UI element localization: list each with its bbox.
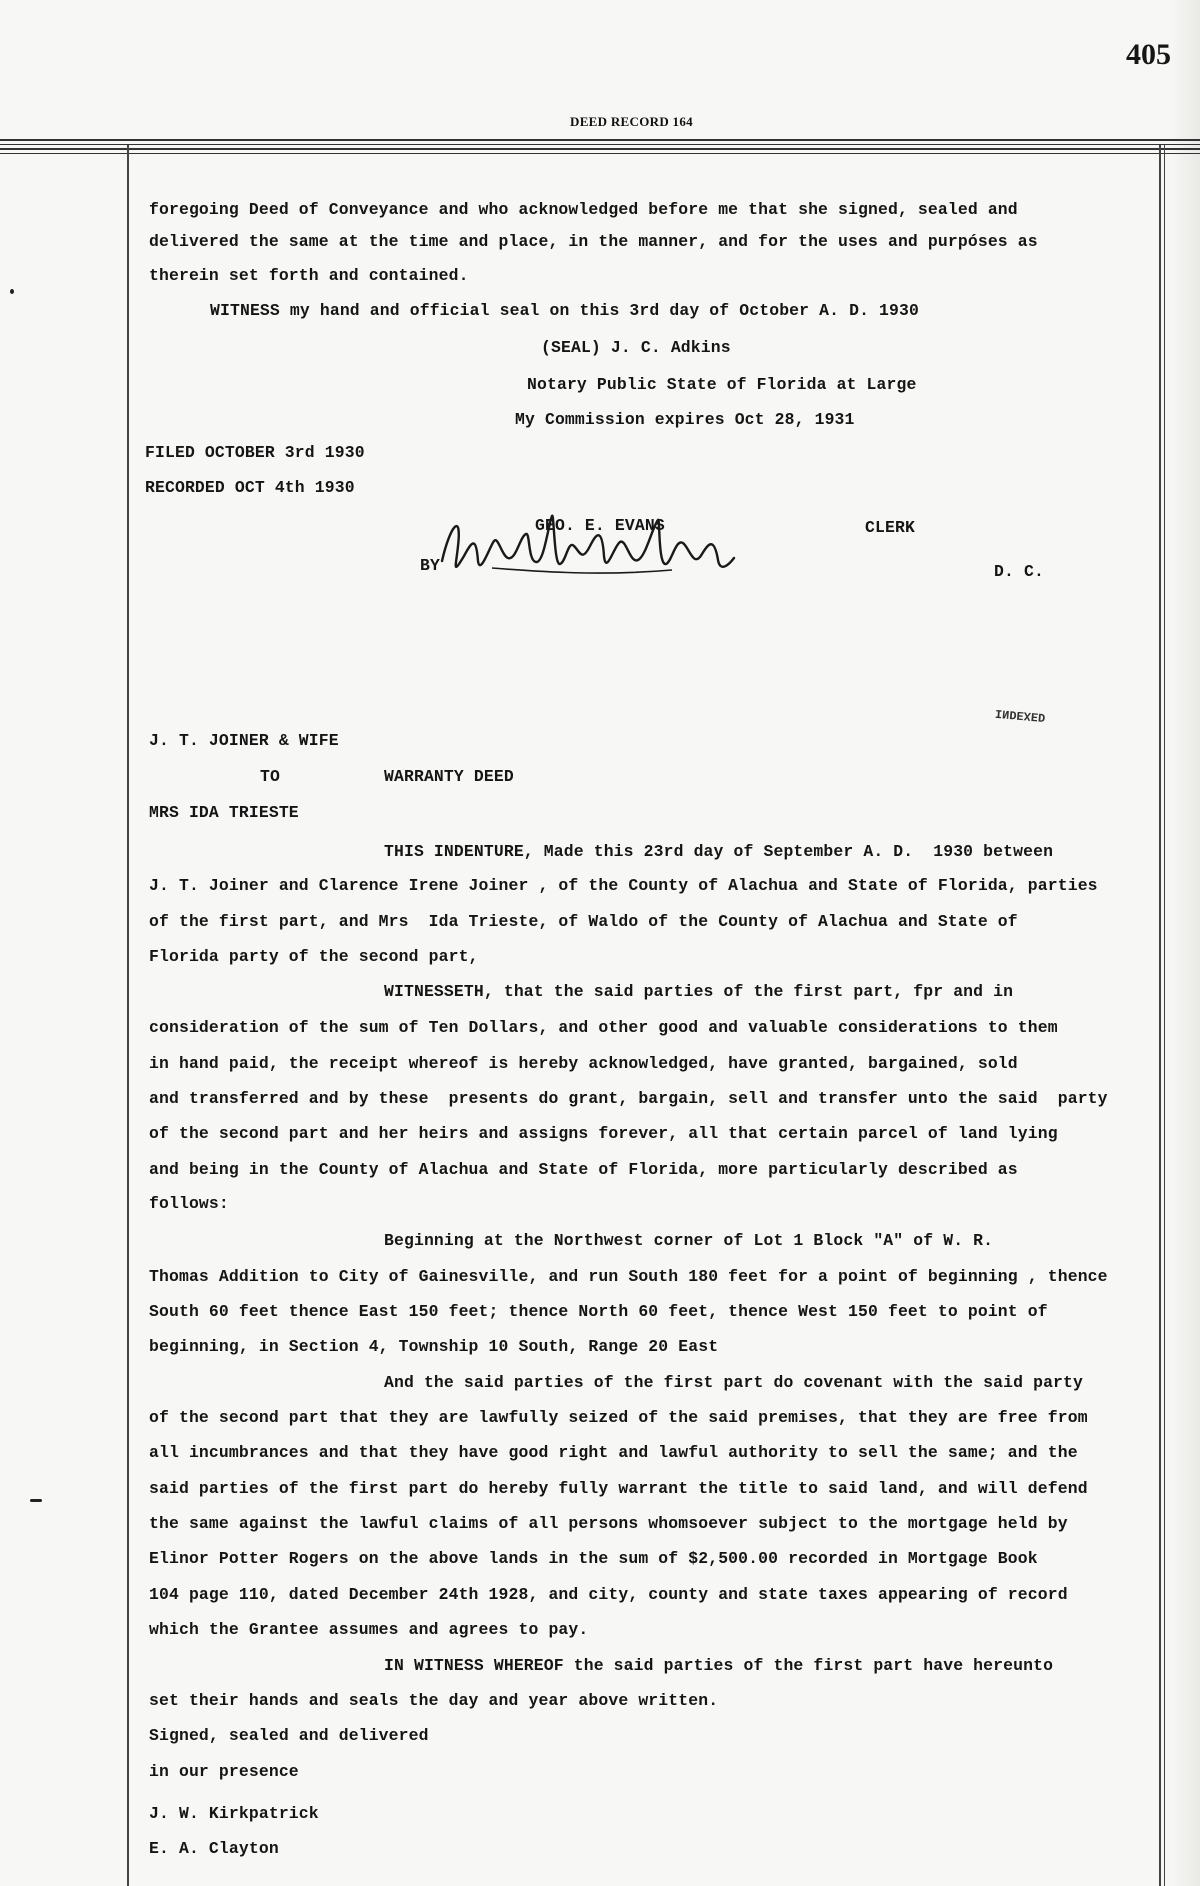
notary-title: Notary Public State of Florida at Large — [527, 375, 917, 394]
deed-grantor: J. T. JOINER & WIFE — [149, 731, 339, 750]
deed-line-2: J. T. Joiner and Clarence Irene Joiner , of the County of Alachua and State of Florida, parties — [149, 876, 1098, 895]
deed-line-9: of the second part and her heirs and assigns forever, all that certain parcel of land lying — [149, 1124, 1058, 1143]
deed-line-14: South 60 feet thence East 150 feet; thence North 60 feet, thence West 150 feet to point of — [149, 1302, 1048, 1321]
notary-line-3: therein set forth and contained. — [149, 266, 469, 285]
deed-line-11: follows: — [149, 1194, 229, 1213]
deed-line-3: of the first part, and Mrs Ida Trieste, of Waldo of the County of Alachua and State of — [149, 912, 1018, 931]
deed-line-16: And the said parties of the first part do covenant with the said party — [384, 1373, 1084, 1392]
page-edge-shadow — [1170, 0, 1200, 1886]
deed-grantee: MRS IDA TRIESTE — [149, 803, 299, 822]
deed-line-22: 104 page 110, dated December 24th 1928, and city, county and state taxes appearing of record — [149, 1585, 1068, 1604]
indexed-stamp: INDEXED — [994, 705, 1046, 725]
deed-line-6: consideration of the sum of Ten Dollars, and other good and valuable considerations to them — [149, 1018, 1058, 1037]
notary-line-1: foregoing Deed of Conveyance and who acknowledged before me that she signed, sealed and — [149, 200, 1018, 219]
deed-line-26: Signed, sealed and delivered — [149, 1726, 429, 1745]
scan-speck — [30, 1499, 42, 1502]
deed-line-18: all incumbrances and that they have good right and lawful authority to sell the same; and the — [149, 1443, 1078, 1462]
clerk-title: CLERK — [865, 518, 915, 537]
left-margin-rule — [127, 145, 129, 1886]
deputy-clerk-title: D. C. — [994, 562, 1044, 581]
deed-line-27: in our presence — [149, 1762, 299, 1781]
page-number: 405 — [1126, 38, 1171, 71]
notary-line-2: delivered the same at the time and place, in the manner, and for the uses and purpóses as — [149, 232, 1038, 251]
notary-commission: My Commission expires Oct 28, 1931 — [515, 410, 855, 429]
deed-line-24: IN WITNESS WHEREOF the said parties of the first part have hereunto — [384, 1656, 1054, 1675]
deed-line-7: in hand paid, the receipt whereof is hereby acknowledged, have granted, bargained, sold — [149, 1054, 1018, 1073]
deed-line-13: Thomas Addition to City of Gainesville, and run South 180 feet for a point of beginning , thence — [149, 1267, 1108, 1286]
right-margin-rule-2 — [1164, 145, 1165, 1886]
filed-date: FILED OCTOBER 3rd 1930 — [145, 443, 365, 462]
by-label: BY — [420, 556, 440, 575]
witness-signature-1: J. W. Kirkpatrick — [149, 1804, 319, 1823]
deed-line-19: said parties of the first part do hereby fully warrant the title to said land, and will defend — [149, 1479, 1088, 1498]
book-title: DEED RECORD 164 — [570, 114, 693, 129]
witness-signature-2: E. A. Clayton — [149, 1839, 279, 1858]
deed-line-5: WITNESSETH, that the said parties of the first part, fpr and in — [384, 982, 1014, 1001]
header-rule-1 — [0, 139, 1200, 141]
deputy-signature-scrawl — [432, 506, 742, 596]
deed-line-21: Elinor Potter Rogers on the above lands in the sum of $2,500.00 recorded in Mortgage Book — [149, 1549, 1038, 1568]
right-margin-rule — [1159, 145, 1161, 1886]
deed-line-20: the same against the lawful claims of all persons whomsoever subject to the mortgage held by — [149, 1514, 1068, 1533]
deed-line-23: which the Grantee assumes and agrees to pay. — [149, 1620, 589, 1639]
notary-witness-line: WITNESS my hand and official seal on this 3rd day of October A. D. 1930 — [210, 301, 920, 320]
deed-line-17: of the second part that they are lawfully seized of the said premises, that they are free from — [149, 1408, 1088, 1427]
deed-to: TO — [260, 767, 280, 786]
clerk-name: GEO. E. EVANS — [535, 516, 665, 535]
deed-line-10: and being in the County of Alachua and State of Florida, more particularly described as — [149, 1160, 1018, 1179]
header-rule-2 — [0, 144, 1200, 145]
recorded-date: RECORDED OCT 4th 1930 — [145, 478, 355, 497]
deed-line-8: and transferred and by these presents do grant, bargain, sell and transfer unto the said party — [149, 1089, 1108, 1108]
deed-line-25: set their hands and seals the day and year above written. — [149, 1691, 719, 1710]
notary-seal-name: (SEAL) J. C. Adkins — [541, 338, 731, 357]
header-rule-4 — [0, 153, 1200, 154]
deed-line-4: Florida party of the second part, — [149, 947, 479, 966]
deed-line-15: beginning, in Section 4, Township 10 South, Range 20 East — [149, 1337, 719, 1356]
deed-line-1: THIS INDENTURE, Made this 23rd day of September A. D. 1930 between — [384, 842, 1054, 861]
deed-type: WARRANTY DEED — [384, 767, 514, 786]
scan-speck — [10, 289, 14, 294]
deed-line-12: Beginning at the Northwest corner of Lot 1 Block "A" of W. R. — [384, 1231, 994, 1250]
header-rule-3 — [0, 148, 1200, 150]
